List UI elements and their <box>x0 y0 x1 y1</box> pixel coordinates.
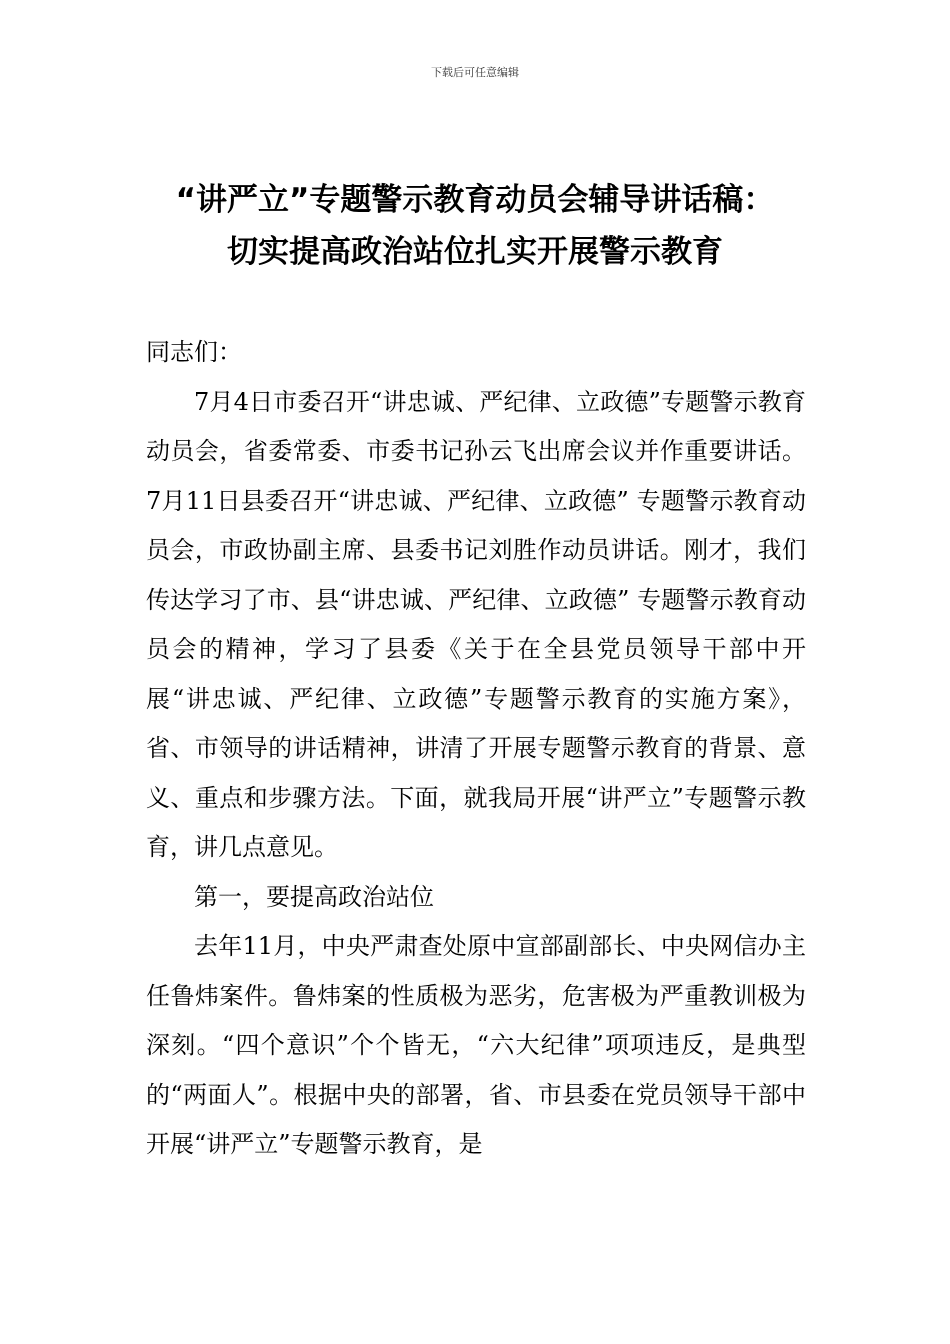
salutation: 同志们： <box>146 338 242 366</box>
paragraph-section-1: 去年11月，中央严肃查处原中宣部副部长、中央网信办主任鲁炜案件。鲁炜案的性质极为恶劣，危害极为严重教训极为深刻。“四个意识”个个皆无，“六大纪律”项项违反，是典型的“两面人”。根据中央的部署，省、市县委在党员领导干部中开展“讲严立”专题警示教育，是 <box>146 932 806 1158</box>
document-title <box>130 174 820 278</box>
title-line-2: 切实提高政治站位扎实开展警示教育 <box>227 234 723 270</box>
title-line-1: “讲严立”专题警示教育动员会辅导讲话稿： <box>175 182 775 218</box>
document-body <box>146 328 806 1170</box>
paragraph-intro: 7月4日市委召开“讲忠诚、严纪律、立政德”专题警示教育动员会，省委常委、市委书记孙云飞出席会议并作重要讲话。7月11日县委召开“讲忠诚、严纪律、立政德” 专题警示教育动员会，市政协副主席、县委书记刘胜作动员讲话。刚才，我们传达学习了市、县“讲忠诚、严纪律、立政德” 专题警示教育动员会的精神，学习了县委《关于在全县党员领导干部中开展“讲忠诚、严纪律、立政德”专题警示教育的实施方案》，省、市领导的讲话精神，讲清了开展专题警示教育的背景、意义、重点和步骤方法。下面，就我局开展“讲严立”专题警示教育，讲几点意见。 <box>146 387 806 861</box>
header-note: 下载后可任意编辑 <box>431 66 519 79</box>
section-heading-1: 第一，要提高政治站位 <box>194 882 434 911</box>
